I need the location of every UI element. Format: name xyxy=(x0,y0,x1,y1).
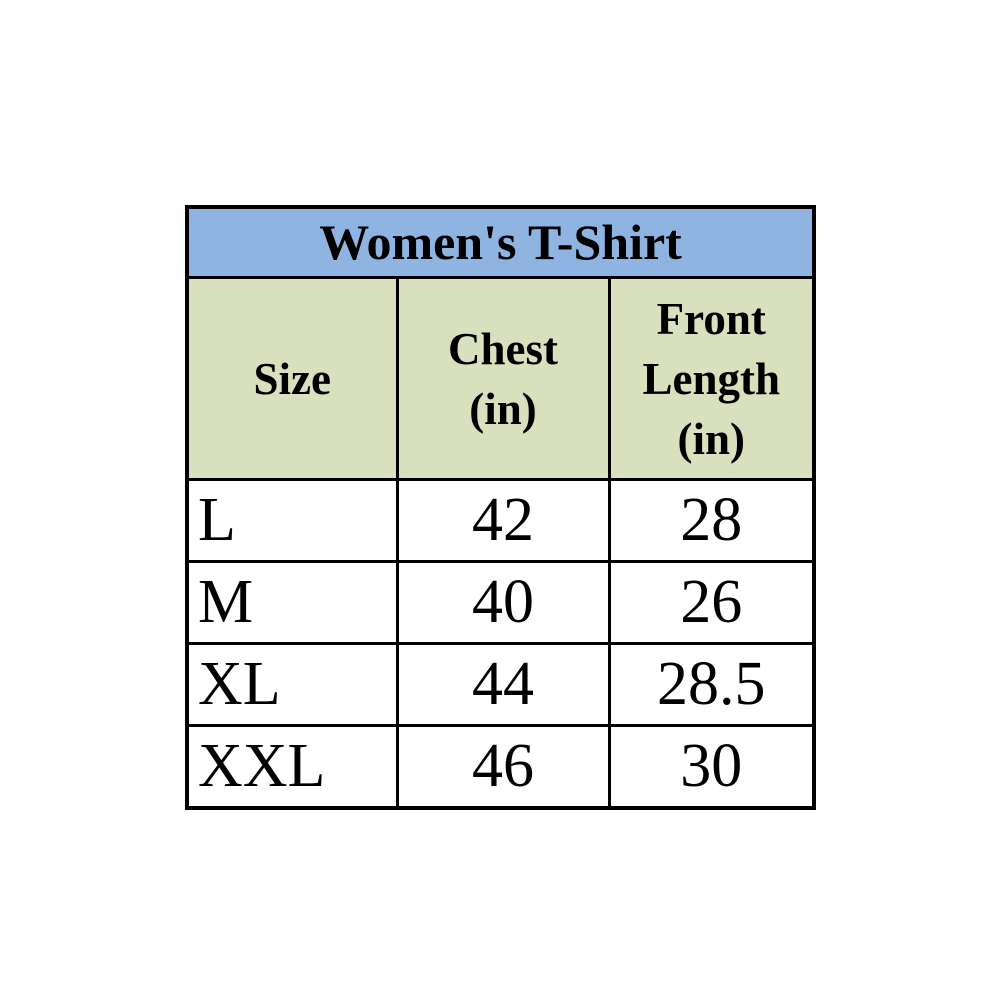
column-header-front-length-line1: Front xyxy=(656,293,766,344)
front-length-cell: 28 xyxy=(609,480,814,562)
table-row xyxy=(187,480,814,562)
size-cell: XXL xyxy=(187,726,397,809)
column-header-chest-line1: Chest xyxy=(448,323,558,374)
title-row xyxy=(187,207,814,278)
table-row xyxy=(187,726,814,809)
size-chart-table xyxy=(185,205,816,810)
table-row xyxy=(187,562,814,644)
size-cell: L xyxy=(187,480,397,562)
chest-cell: 44 xyxy=(397,644,609,726)
column-header-size xyxy=(187,278,397,480)
header-row xyxy=(187,278,814,480)
column-header-chest-line2: (in) xyxy=(469,383,537,434)
chest-cell: 46 xyxy=(397,726,609,809)
column-header-front-length-line2: Length xyxy=(642,353,781,404)
column-header-chest xyxy=(397,278,609,480)
chest-cell: 40 xyxy=(397,562,609,644)
column-header-front-length-line3: (in) xyxy=(677,413,746,464)
size-chart xyxy=(185,205,816,810)
table-row xyxy=(187,644,814,726)
front-length-cell: 26 xyxy=(609,562,814,644)
chest-cell: 42 xyxy=(397,480,609,562)
front-length-cell: 30 xyxy=(609,726,814,809)
size-cell: XL xyxy=(187,644,397,726)
size-cell: M xyxy=(187,562,397,644)
column-header-front-length xyxy=(609,278,814,480)
front-length-cell: 28.5 xyxy=(609,644,814,726)
table-title: Women's T-Shirt xyxy=(187,207,814,278)
column-header-size-label: Size xyxy=(253,353,331,404)
